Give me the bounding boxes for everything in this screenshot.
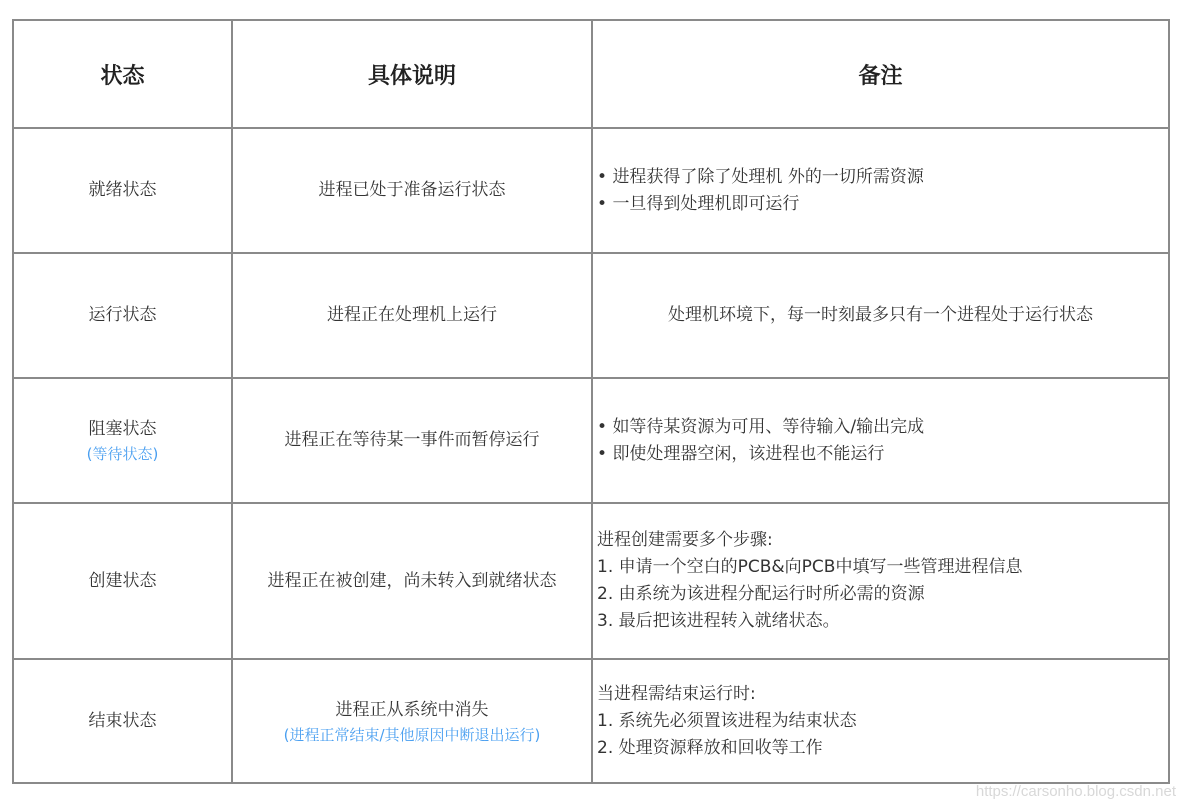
note-line: 1. 申请一个空白的PCB&向PCB中填写一些管理进程信息 [597,557,1023,577]
note-line: 2. 处理资源释放和回收等工作 [597,737,823,758]
table-row [13,659,1169,783]
notes-cell [592,503,1169,659]
note-line: 2. 由系统为该进程分配运行时所必需的资源 [597,584,925,604]
description-cell: 进程正在处理机上运行 [232,253,592,378]
state-cell: 运行状态 [13,253,232,378]
note-line: 1. 系统先必须置该进程为结束状态 [597,710,857,731]
note-line: 当进程需结束运行时: [597,683,756,704]
notes-cell [592,128,1169,253]
description-cell [232,659,592,783]
description-text: 进程正从系统中消失 [335,699,489,720]
state-cell: 就绪状态 [13,128,232,253]
note-bullet: • 即使处理器空闲，该进程也不能运行 [597,441,1168,468]
state-sublabel: (等待状态) [86,445,159,463]
note-bullet: • 如等待某资源为可用、等待输入/输出完成 [597,414,1168,441]
description-cell: 进程正在被创建，尚未转入到就绪状态 [232,503,592,659]
note-bullet: • 一旦得到处理机即可运行 [597,191,1168,218]
notes-cell [592,378,1169,503]
note-line: 进程创建需要多个步骤: [597,530,773,550]
state-cell: 创建状态 [13,503,232,659]
state-label: 阻塞状态 [88,419,157,439]
header-description: 具体说明 [232,20,592,128]
description-subtext: (进程正常结束/其他原因中断退出运行) [283,725,541,744]
note-line: 3. 最后把该进程转入就绪状态。 [597,611,840,631]
table-header-row [13,20,1169,128]
state-cell: 结束状态 [13,659,232,783]
table-row [13,253,1169,378]
process-states-table [12,19,1170,784]
table-row [13,378,1169,503]
note-bullet: • 进程获得了除了处理机 外的一切所需资源 [597,164,1168,191]
header-state: 状态 [13,20,232,128]
table-row [13,503,1169,659]
notes-cell: 处理机环境下，每一时刻最多只有一个进程处于运行状态 [592,253,1169,378]
description-cell: 进程正在等待某一事件而暂停运行 [232,378,592,503]
notes-cell [592,659,1169,783]
table-row [13,128,1169,253]
header-notes: 备注 [592,20,1169,128]
state-cell [13,378,232,503]
watermark: https://carsonho.blog.csdn.net [975,783,1176,800]
description-cell: 进程已处于准备运行状态 [232,128,592,253]
